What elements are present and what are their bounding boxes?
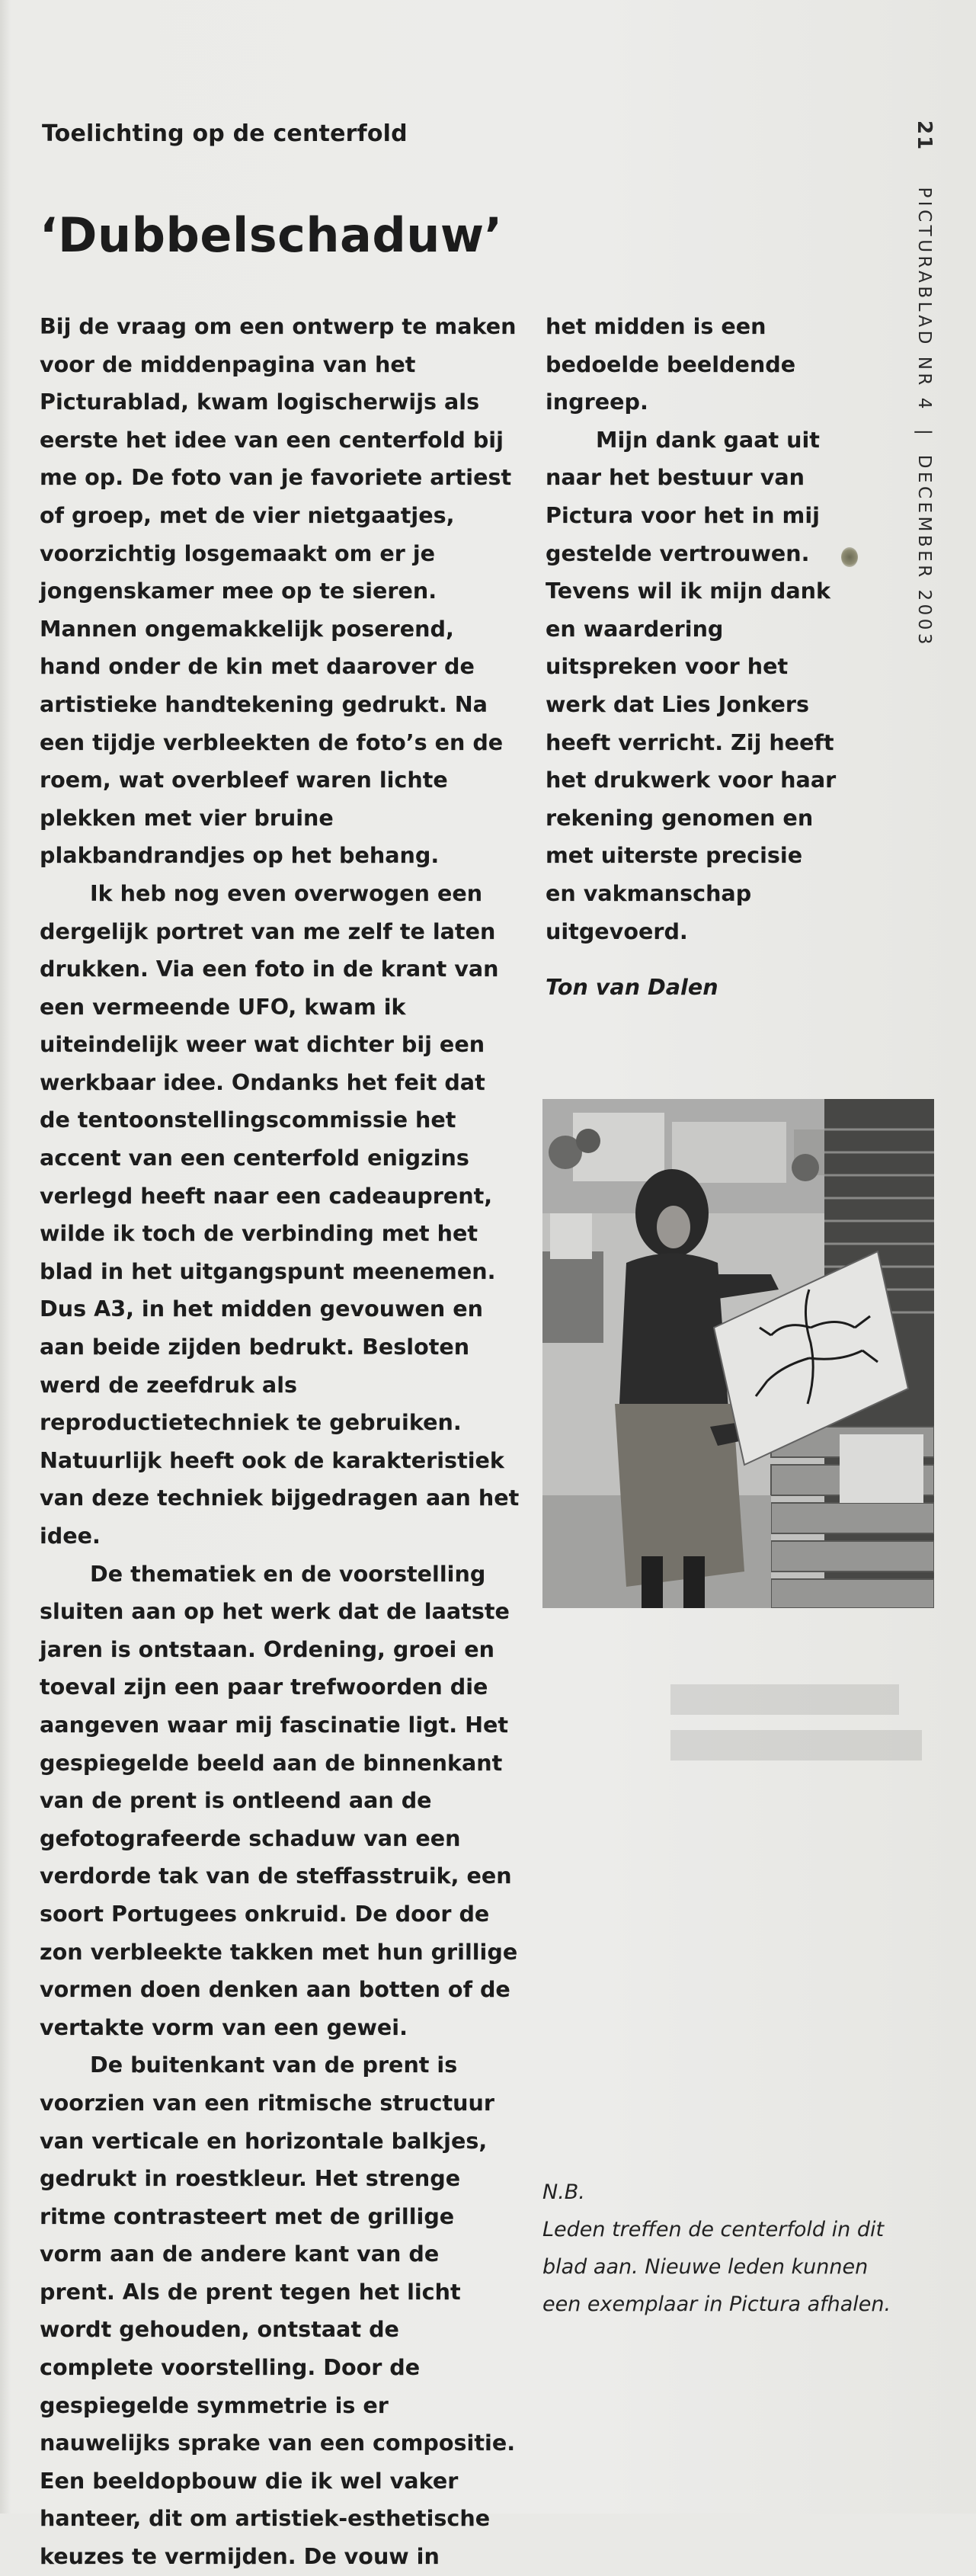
paper-stain [841,547,858,567]
show-through-shadow [670,1677,922,1783]
publication-name: PICTURABLAD NR 4 [914,187,934,412]
article-column-right [546,308,839,1007]
issue-date: DECEMBER 2003 [914,454,934,649]
article-title: ‘Dubbelschaduw’ [40,207,503,263]
printmaker-photo [542,1099,934,1608]
page-number: 21 [913,120,936,152]
paragraph: het midden is een bedoelde beeldende ingreep. [546,313,796,415]
photo-illustration [542,1099,934,1608]
note-heading: N.B. [542,2180,585,2204]
paragraph: Bij de vraag om een ontwerp te maken voor de middenpagina van het Picturablad, kwam logischerwijs als eerste het idee van een centerfold bij me op. De foto van je favoriete artiest of groep, met de vier nietgaatjes, voorzichtig losgemaakt om er je jongenskamer mee op te sieren. Mannen ongemakkelijk poserend, hand onder de kin met daarover de artistieke handtekening gedrukt. Na een tijdje verbleekten de foto’s en de roem, wat overbleef waren lichte plekken met vier bruine plakbandrandjes op het behang. [40,313,517,869]
author-signature: Ton van Dalen [546,974,718,1001]
section-label: Toelichting op de centerfold [42,120,408,147]
separator: | [914,428,934,438]
paragraph: De thematiek en de voorstelling sluiten aan op het werk dat de laatste jaren is ontstaan. Ordening, groei en toeval zijn een paar trefwoorden die aangeven waar mij fascinatie ligt. Het gespiegelde beeld aan de binnenkant van de prent is ontleend aan de gefotografeerde schaduw van een verdorde tak van de steffasstruik, een soort Portugees onkruid. De door de zon verbleekte takken met hun grillige vormen doen denken aan botten of de vertakte vorm van een gewei. [40,1560,518,2040]
article-column-left [40,308,520,2576]
note-text: Leden treffen de centerfold in dit blad aan. Nieuwe leden kunnen een exemplaar in Pictura afhalen. [542,2218,891,2316]
note-box [542,2174,901,2323]
paragraph: Mijn dank gaat uit naar het bestuur van Pictura voor het in mij gestelde vertrouwen. Tevens wil ik mijn dank en waardering uitspreken voor het werk dat Lies Jonkers heeft verricht. Zij heeft het drukwerk voor haar rekening genomen en met uiterste precisie en vakmanschap uitgevoerd. [546,426,837,944]
paragraph: Ik heb nog even overwogen een dergelijk portret van me zelf te laten drukken. Via een foto in de krant van een vermeende UFO, kwam ik uiteindelijk weer wat dichter bij een werkbaar idee. Ondanks het feit dat de tentoonstellingscommissie het accent van een centerfold enigzins verlegd heeft naar een cadeauprent, wilde ik toch de verbinding met het blad in het uitgangspunt meenemen. Dus A3, in het midden gevouwen en aan beide zijden bedrukt. Besloten werd de zeefdruk als reproductietechniek te gebruiken. Natuurlijk heeft ook de karakteristiek van deze techniek bijgedragen aan het idee. [40,879,520,1549]
running-head [913,120,936,648]
paragraph: De buitenkant van de prent is voorzien van een ritmische structuur van verticale en horizontale balkjes, gedrukt in roestkleur. Het strenge ritme contrasteert met de grillige vorm aan de andere kant van de prent. Als de prent tegen het licht wordt gehouden, ontstaat de complete voorstelling. Door de gespiegelde symmetrie is er nauwelijks sprake van een compositie. Een beeldopbouw die ik wel vaker hanteer, dit om artistiek-esthetische keuzes te vermijden. De vouw in [40,2052,516,2570]
